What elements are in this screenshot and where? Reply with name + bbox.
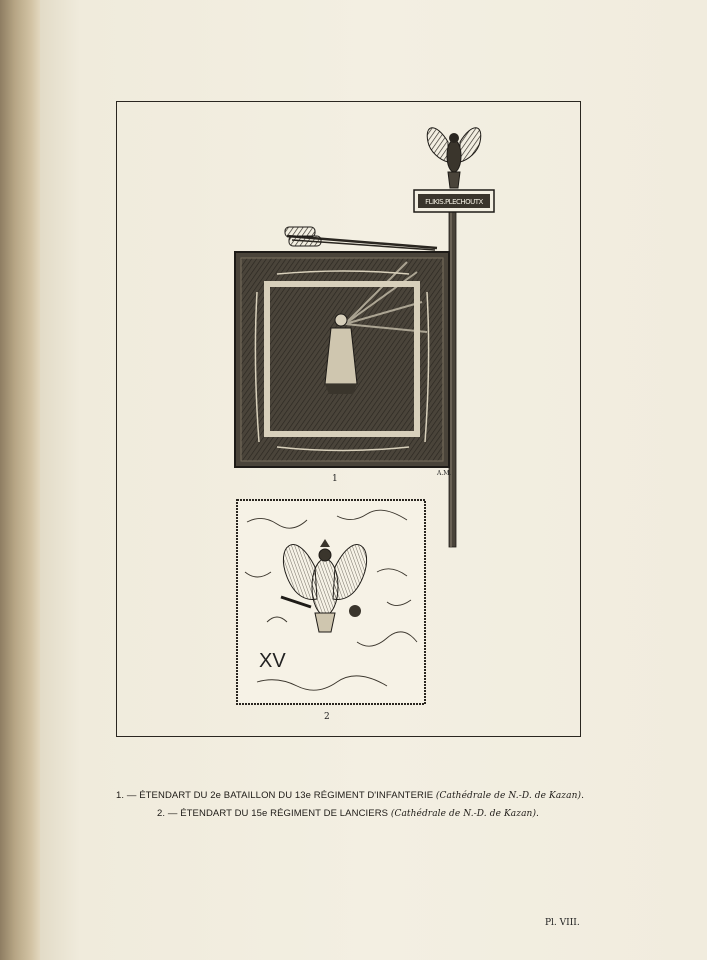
plate-reference: Pl. VIII.	[545, 918, 580, 928]
figure2-standard	[237, 500, 425, 704]
figure2-number: 2	[324, 712, 330, 722]
caption-1-italic: (Cathédrale de N.-D. de Kazan).	[435, 791, 585, 801]
regiment-numeral: XV	[259, 650, 286, 672]
caption-1-text: 1. — ÉTENDART DU 2e BATAILLON DU 13e RÉGIMENT D'INFANTERIE	[116, 790, 436, 801]
tassel-icon	[285, 227, 321, 246]
artist-initials: A.M.	[437, 470, 452, 477]
caption-line-1	[116, 790, 584, 801]
caption-2-text: 2. — ÉTENDART DU 15e RÉGIMENT DE LANCIERS	[157, 808, 391, 819]
plaque-text: FLIKIS.PLECHOUTX	[425, 198, 483, 206]
book-binding	[0, 0, 42, 960]
plate-frame	[116, 101, 581, 737]
figure1-standard	[235, 128, 494, 547]
plate-illustration	[117, 102, 582, 738]
eagle-finial-icon	[427, 128, 481, 188]
figure1-number: 1	[332, 474, 338, 484]
caption-2-italic: (Cathédrale de N.-D. de Kazan).	[390, 809, 540, 819]
caption-line-2	[157, 808, 539, 819]
